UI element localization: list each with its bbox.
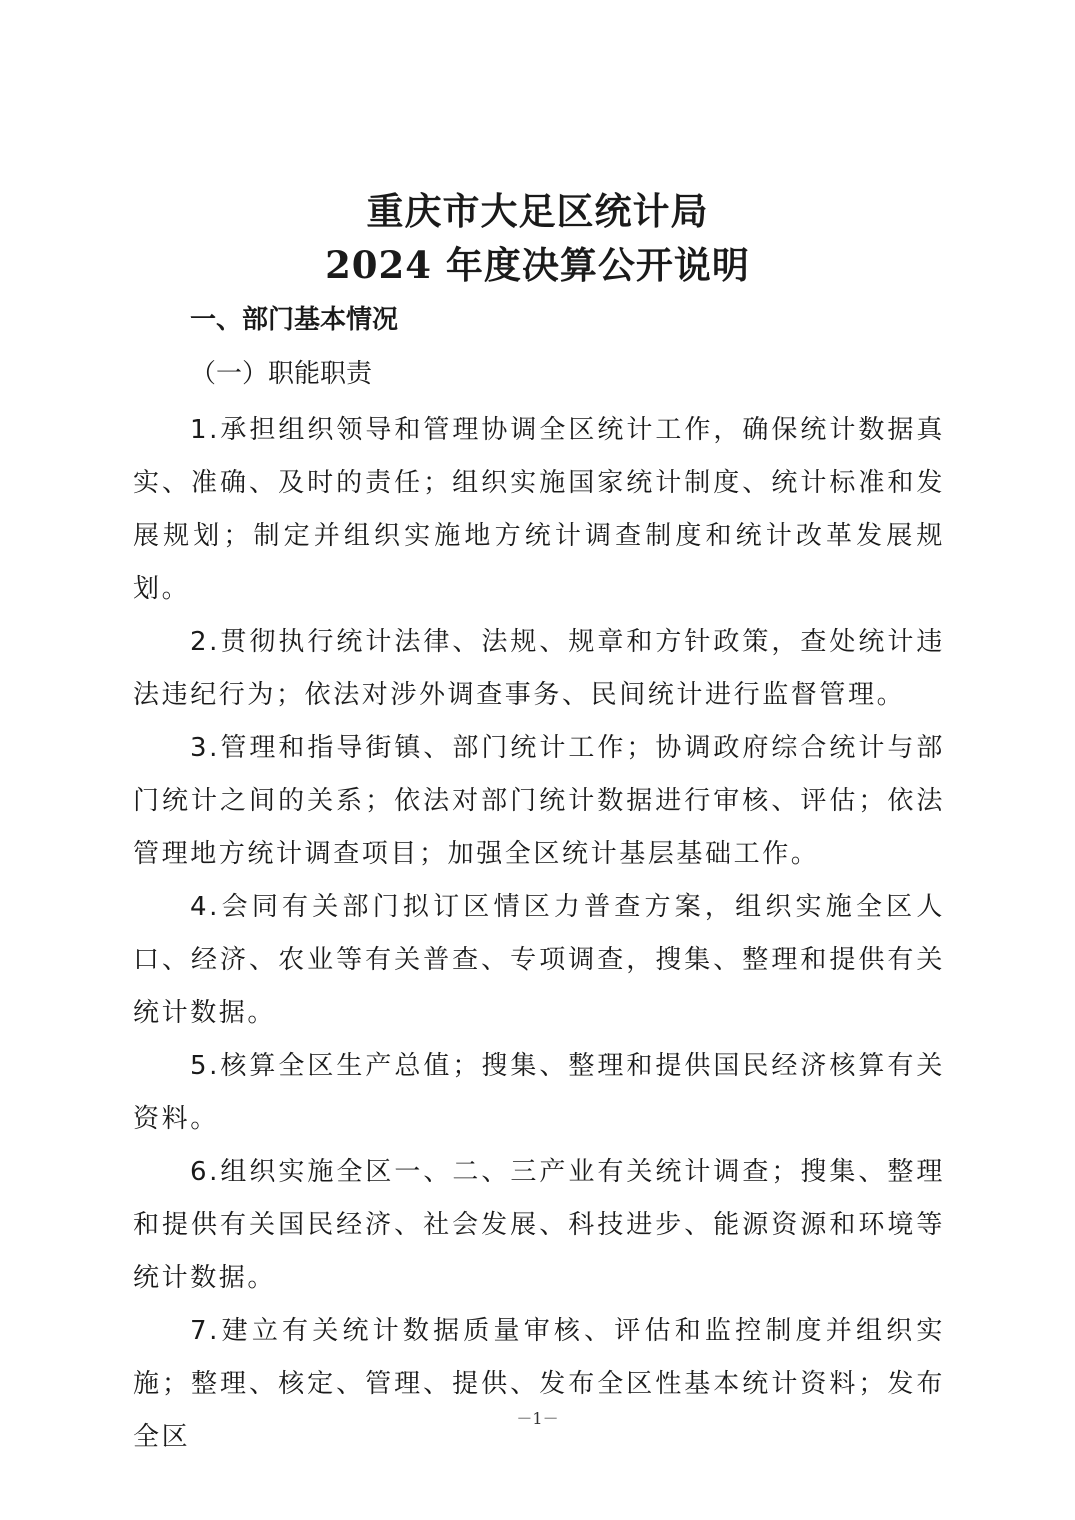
section-heading: 一、部门基本情况 bbox=[190, 305, 399, 335]
paragraph-7: 7.建立有关统计数据质量审核、评估和监控制度并组织实施；整理、核定、管理、提供、发布全区性基本统计资料；发布全区 bbox=[133, 1316, 945, 1452]
page-number: －1－ bbox=[516, 1409, 559, 1428]
subsection-heading: （一）职能职责 bbox=[190, 359, 373, 389]
paragraph-2: 2.贯彻执行统计法律、法规、规章和方针政策，查处统计违法违纪行为；依法对涉外调查事务、民间统计进行监督管理。 bbox=[133, 627, 945, 710]
paragraph-5: 5.核算全区生产总值；搜集、整理和提供国民经济核算有关资料。 bbox=[133, 1051, 945, 1134]
document-title-line1: 重庆市大足区统计局 bbox=[366, 189, 709, 233]
document-title-line2: 2024 年度决算公开说明 bbox=[325, 243, 750, 287]
paragraph-3: 3.管理和指导街镇、部门统计工作；协调政府综合统计与部门统计之间的关系；依法对部门统计数据进行审核、评估；依法管理地方统计调查项目；加强全区统计基层基础工作。 bbox=[133, 733, 945, 869]
document-body bbox=[133, 404, 945, 1464]
paragraph-4: 4.会同有关部门拟订区情区力普查方案，组织实施全区人口、经济、农业等有关普查、专项调查，搜集、整理和提供有关统计数据。 bbox=[133, 892, 945, 1028]
paragraph-1: 1.承担组织领导和管理协调全区统计工作，确保统计数据真实、准确、及时的责任；组织实施国家统计制度、统计标准和发展规划；制定并组织实施地方统计调查制度和统计改革发展规划。 bbox=[133, 415, 945, 604]
paragraph-6: 6.组织实施全区一、二、三产业有关统计调查；搜集、整理和提供有关国民经济、社会发展、科技进步、能源资源和环境等统计数据。 bbox=[133, 1157, 945, 1293]
